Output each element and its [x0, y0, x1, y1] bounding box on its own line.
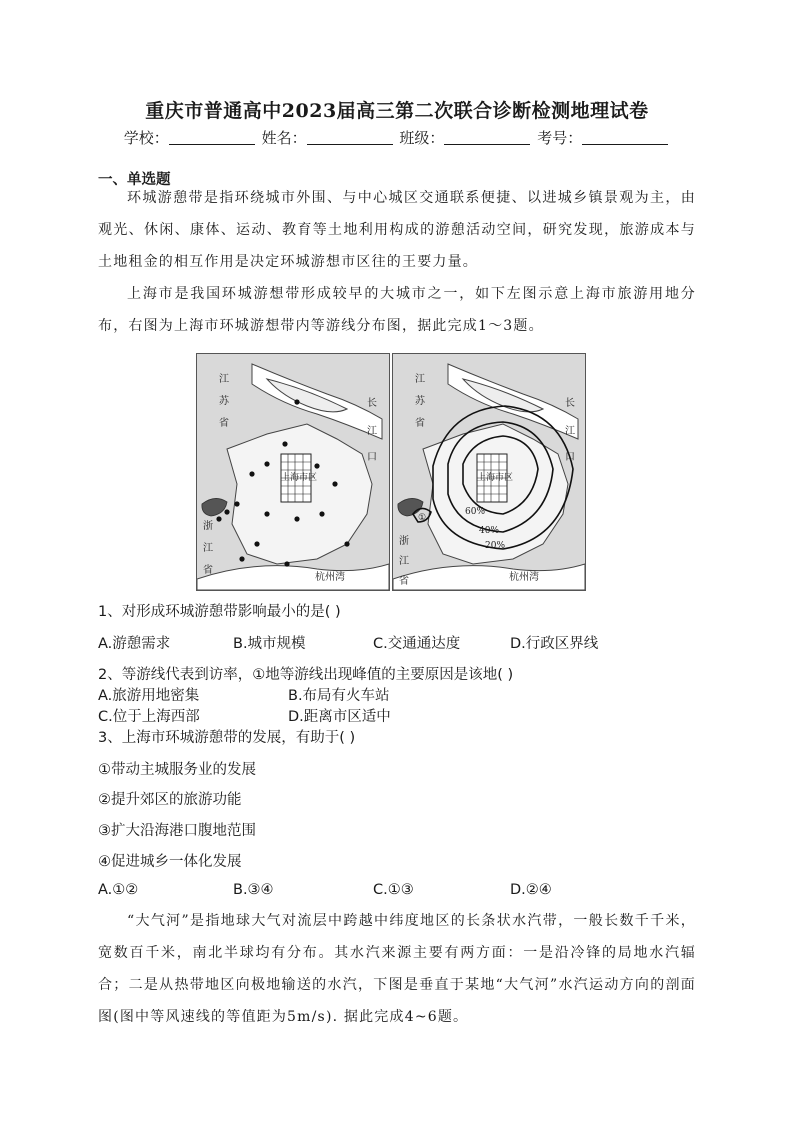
q3-option-a[interactable]: A.①②: [98, 882, 139, 898]
q1-option-c[interactable]: C.交通通达度: [373, 636, 461, 652]
contour-label-20: 20%: [485, 541, 506, 551]
q3-option-d[interactable]: D.②④: [510, 882, 552, 898]
left-changjiang-1: 长: [367, 398, 377, 409]
right-jiangsu-3: 省: [415, 418, 425, 429]
right-map-svg: [393, 354, 585, 590]
q2-stem: 2、等游线代表到访率，①地等游线出现峰值的主要原因是该地( ): [98, 667, 514, 683]
name-blank[interactable]: [307, 130, 393, 145]
left-map-svg: [197, 354, 389, 590]
page-title: 重庆市普通高中2023届高三第二次联合诊断检测地理试卷: [145, 100, 649, 122]
passage1-para2: 上海市是我国环城游想带形成较早的大城市之一，如下左图示意上海市旅游用地分布，右图为上海市环城游想带内等游线分布图，据此完成1～3题。: [98, 286, 696, 334]
right-changjiang-2: 江: [565, 426, 575, 437]
right-jiangsu-2: 苏: [415, 396, 425, 407]
left-jiangsu-1: 江: [219, 374, 229, 385]
q1-options: [98, 632, 698, 652]
q3-item-2: ②提升郊区的旅游功能: [98, 792, 242, 808]
q3-item-4: ④促进城乡一体化发展: [98, 854, 242, 870]
q3-item-3: ③扩大沿海港口腹地范围: [98, 823, 256, 839]
exam-number-blank[interactable]: [582, 130, 668, 145]
left-zhejiang-1: 浙: [203, 521, 213, 532]
contour-label-60: 60%: [465, 507, 486, 517]
right-zhejiang-3: 省: [399, 576, 409, 587]
right-changjiang-3: 口: [565, 452, 575, 463]
left-zhejiang-2: 江: [203, 543, 213, 554]
left-bay-label: 杭州湾: [315, 572, 345, 583]
q2-option-d[interactable]: D.距离市区适中: [288, 709, 391, 725]
q2-option-c[interactable]: C.位于上海西部: [98, 709, 200, 725]
q1-option-b[interactable]: B.城市规模: [233, 636, 306, 652]
right-city-label: 上海市区: [477, 473, 514, 483]
q2-options-row2: [98, 705, 698, 725]
name-label: 姓名：: [261, 129, 307, 147]
left-jiangsu-3: 省: [219, 418, 229, 429]
q1-option-d[interactable]: D.行政区界线: [510, 636, 599, 652]
exam-number-label: 考号：: [537, 129, 583, 147]
passage2-para: “大气河”是指地球大气对流层中跨越中纬度地区的长条状水汽带，一般长数千千米，宽数百千米，南北半球均有分布。其水汽来源主要有两方面：一是沿冷锋的局地水汽辐合；二是从热带地区向极地输送的水汽，下图是垂直于某地“大气河”水汽运动方向的剖面图(图中等风速线的等值距为5m/s). 据此完成4~6题。: [98, 913, 696, 1025]
q2-option-b[interactable]: B.布局有火车站: [288, 688, 390, 704]
passage1-para1: 环城游憩带是指环绕城市外围、与中心城区交通联系便捷、以进城乡镇景观为主，由观光、休闲、康体、运动、教育等土地利用构成的游憩活动空间，研究发现，旅游成本与土地租金的相互作用是决定环城游想市区往的王要力量。: [98, 190, 696, 270]
right-map: [392, 353, 586, 591]
q1-stem: 1、对形成环城游憩带影响最小的是( ): [98, 604, 341, 620]
school-blank[interactable]: [169, 130, 255, 145]
school-label: 学校：: [123, 129, 169, 147]
q3-options: [98, 882, 698, 902]
right-marker-1: ①: [418, 513, 427, 523]
left-city-label: 上海市区: [281, 473, 318, 483]
right-zhejiang-1: 浙: [399, 536, 409, 547]
left-map: [196, 353, 390, 591]
left-zhejiang-3: 省: [203, 565, 213, 576]
q2-options-row1: [98, 684, 698, 704]
q3-option-c[interactable]: C.①③: [373, 882, 414, 898]
section-heading: 一、单选题: [98, 171, 171, 188]
student-info-line: [0, 127, 794, 148]
right-bay-label: 杭州湾: [509, 572, 539, 583]
class-label: 班级：: [399, 129, 445, 147]
left-changjiang-3: 口: [367, 452, 377, 463]
q3-stem: 3、上海市环城游憩带的发展，有助于( ): [98, 730, 356, 746]
q2-option-a[interactable]: A.旅游用地密集: [98, 688, 200, 704]
right-jiangsu-1: 江: [415, 374, 425, 385]
left-jiangsu-2: 苏: [219, 396, 229, 407]
q3-option-b[interactable]: B.③④: [233, 882, 274, 898]
q1-option-a[interactable]: A.游憩需求: [98, 636, 171, 652]
right-zhejiang-2: 江: [399, 556, 409, 567]
right-changjiang-1: 长: [565, 398, 575, 409]
left-changjiang-2: 江: [367, 426, 377, 437]
contour-label-40: 40%: [479, 526, 500, 536]
q3-item-1: ①带动主城服务业的发展: [98, 762, 256, 778]
class-blank[interactable]: [444, 130, 530, 145]
